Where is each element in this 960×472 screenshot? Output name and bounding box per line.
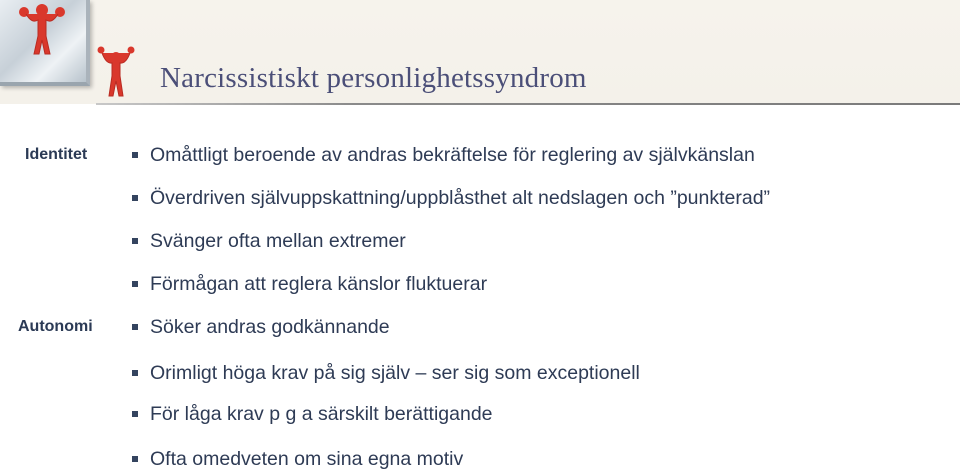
label-identitet: Identitet <box>25 146 88 163</box>
label-autonomi: Autonomi <box>18 318 93 335</box>
reflection-figure-icon <box>14 0 70 56</box>
square-bullet-icon <box>132 195 138 201</box>
page-title: Narcissistiskt personlighetssyndrom <box>160 62 587 94</box>
muscle-man-figure-icon <box>96 44 136 98</box>
mirror-icon <box>0 0 90 86</box>
square-bullet-icon <box>132 411 138 417</box>
square-bullet-icon <box>132 238 138 244</box>
square-bullet-icon <box>132 281 138 287</box>
title-divider <box>96 103 960 105</box>
square-bullet-icon <box>132 456 138 462</box>
square-bullet-icon <box>132 324 138 330</box>
square-bullet-icon <box>132 370 138 376</box>
square-bullet-icon <box>132 152 138 158</box>
